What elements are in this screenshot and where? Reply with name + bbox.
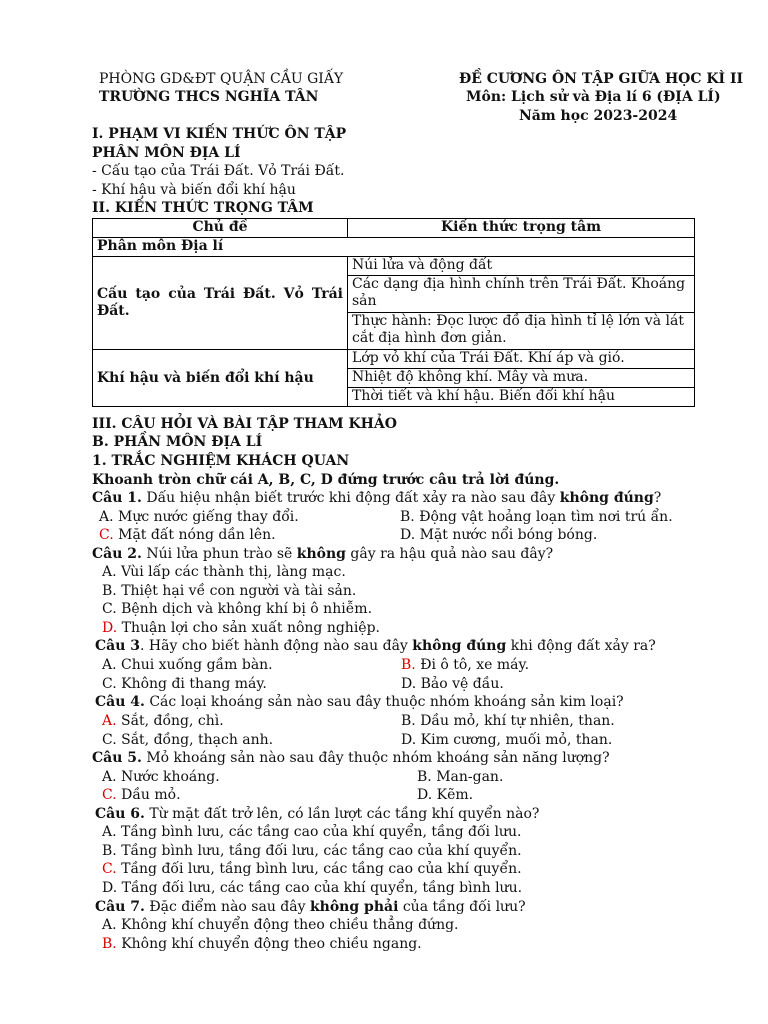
question-text: Các loại khoáng sản nào sau đây thuộc nhóm khoáng sản kim loại? [144, 694, 624, 710]
answer-option: D. Kim cương, muối mỏ, than. [401, 732, 613, 748]
correct-letter: C. [102, 861, 117, 877]
answer-option: D. Bảo vệ đầu. [401, 676, 504, 692]
question-emphasis: không phải [309, 899, 399, 915]
correct-letter: C. [99, 527, 114, 543]
table-topic-1: Cấu tạo của Trái Đất. Vỏ Trái Đất. [93, 257, 348, 350]
question-text: Từ mặt đất trở lên, có lần lượt các tầng khí quyển nào? [144, 806, 540, 822]
answer-option-correct [102, 935, 422, 953]
question-5 [92, 749, 610, 767]
question-label: Câu 2. [92, 546, 142, 562]
answer-option-correct [99, 526, 276, 544]
answer-option-correct [102, 860, 522, 878]
question-emphasis: không [296, 546, 346, 562]
table-cell: Thực hành: Đọc lược đồ địa hình tỉ lệ lớn và lát cắt địa hình đơn giản. [348, 313, 695, 350]
answer-option: A. Không khí chuyển động theo chiều thẳng đứng. [102, 917, 459, 933]
answer-option: C. Không đi thang máy. [102, 676, 267, 692]
answer-text: Dầu mỏ. [116, 787, 181, 803]
question-label: Câu 1. [92, 490, 142, 506]
answer-text: Tầng đối lưu, tầng bình lưu, các tầng cao của khí quyển. [116, 861, 522, 877]
answer-option: A. Tầng bình lưu, các tầng cao của khí quyển, tầng đối lưu. [102, 824, 522, 840]
school-name: TRƯỜNG THCS NGHĨA TÂN [99, 89, 319, 105]
school-year: Năm học 2023-2024 [519, 108, 678, 124]
answer-option: D. Tầng đối lưu, các tầng cao của khí quyển, tầng bình lưu. [102, 880, 523, 896]
question-text: Mỏ khoáng sản nào sau đây thuộc nhóm khoáng sản năng lượng? [141, 750, 610, 766]
section3-part: B. PHẦN MÔN ĐỊA LÍ [92, 434, 263, 450]
question-text: . Hãy cho biết hành động nào sau đây [140, 638, 413, 654]
section1-item: - Cấu tạo của Trái Đất. Vỏ Trái Đất. [92, 163, 345, 179]
question-emphasis: không đúng [412, 638, 507, 654]
question-label: Câu 5. [92, 750, 142, 766]
table-header-topic: Chủ đề [93, 219, 348, 238]
question-label: Câu 3 [95, 638, 141, 654]
question-3 [95, 637, 656, 655]
question-label: Câu 7. [95, 899, 145, 915]
answer-option: D. Kẽm. [417, 787, 474, 803]
table-cell: Lớp vỏ khí của Trái Đất. Khí áp và gió. [348, 350, 695, 369]
answer-option: D. Mặt nước nổi bóng bóng. [400, 527, 598, 543]
question-text: khi động đất xảy ra? [506, 638, 656, 654]
question-1 [92, 489, 661, 507]
correct-letter: C. [102, 787, 117, 803]
question-emphasis: không đúng [559, 490, 654, 506]
table-cell: Các dạng địa hình chính trên Trái Đất. Khoáng sản [348, 276, 695, 313]
question-2 [92, 545, 553, 563]
question-label: Câu 4. [95, 694, 145, 710]
answer-option: A. Vùi lấp các thành thị, làng mạc. [102, 564, 346, 580]
question-text: gây ra hậu quả nào sau đây? [345, 546, 554, 562]
section1-subtitle: PHÂN MÔN ĐỊA LÍ [92, 145, 241, 161]
answer-text: Mặt đất nóng dần lên. [113, 527, 276, 543]
answer-option-correct [102, 786, 181, 804]
answer-option: B. Tầng bình lưu, tầng đối lưu, các tầng cao của khí quyển. [102, 843, 522, 859]
answer-option-correct [102, 619, 380, 637]
answer-option: A. Nước khoáng. [102, 769, 220, 785]
question-text: của tầng đối lưu? [398, 899, 526, 915]
answer-option-correct [401, 656, 529, 674]
table-cell: Nhiệt độ không khí. Mây và mưa. [348, 369, 695, 388]
question-text: ? [653, 490, 662, 506]
document-title: ĐỀ CƯƠNG ÔN TẬP GIỮA HỌC KÌ II [459, 71, 744, 87]
answer-option: A. Chui xuống gầm bàn. [102, 657, 273, 673]
section1-title: I. PHẠM VI KIẾN THỨC ÔN TẬP [92, 126, 347, 142]
question-text: Núi lửa phun trào sẽ [141, 546, 297, 562]
section2-title: II. KIẾN THỨC TRỌNG TÂM [92, 200, 314, 216]
table-cell: Núi lửa và động đất [348, 257, 695, 276]
answer-option: B. Dầu mỏ, khí tự nhiên, than. [401, 713, 615, 729]
correct-letter: D. [102, 620, 118, 636]
question-6 [95, 805, 539, 823]
answer-text: Đi ô tô, xe máy. [415, 657, 530, 673]
table-topic-2: Khí hậu và biến đổi khí hậu [93, 350, 348, 407]
answer-option: C. Bệnh dịch và không khí bị ô nhiễm. [102, 601, 373, 617]
section3-title: III. CÂU HỎI VÀ BÀI TẬP THAM KHẢO [92, 416, 397, 432]
answer-option-correct [102, 712, 224, 730]
correct-letter: B. [401, 657, 416, 673]
section3-instruction: Khoanh tròn chữ cái A, B, C, D đứng trước câu trả lời đúng. [92, 472, 560, 488]
question-4 [95, 693, 624, 711]
question-7 [95, 898, 526, 916]
answer-text: Không khí chuyển động theo chiều ngang. [116, 936, 422, 952]
correct-letter: B. [102, 936, 117, 952]
question-label: Câu 6. [95, 806, 145, 822]
answer-option: A. Mực nước giếng thay đổi. [99, 509, 299, 525]
answer-option: B. Man-gan. [417, 769, 504, 785]
department-name: PHÒNG GD&ĐT QUẬN CẦU GIẤY [99, 71, 344, 87]
answer-option: B. Thiệt hại về con người và tài sản. [102, 583, 357, 599]
answer-text: Thuận lợi cho sản xuất nông nghiệp. [117, 620, 381, 636]
answer-option: B. Động vật hoảng loạn tìm nơi trú ẩn. [400, 509, 673, 525]
answer-option: C. Sắt, đồng, thạch anh. [102, 732, 274, 748]
subject-line: Môn: Lịch sử và Địa lí 6 (ĐỊA LÍ) [466, 89, 721, 105]
correct-letter: A. [102, 713, 117, 729]
section3-subpart: 1. TRẮC NGHIỆM KHÁCH QUAN [92, 453, 350, 469]
key-knowledge-table [92, 218, 695, 407]
question-text: Đặc điểm nào sau đây [144, 899, 310, 915]
answer-text: Sắt, đồng, chì. [116, 713, 224, 729]
table-subject-row: Phân môn Địa lí [93, 238, 695, 257]
question-text: Dấu hiệu nhận biết trước khi động đất xảy ra nào sau đây [141, 490, 560, 506]
section1-item: - Khí hậu và biến đổi khí hậu [92, 182, 296, 198]
table-cell: Thời tiết và khí hậu. Biến đổi khí hậu [348, 388, 695, 407]
table-header-knowledge: Kiến thức trọng tâm [348, 219, 695, 238]
